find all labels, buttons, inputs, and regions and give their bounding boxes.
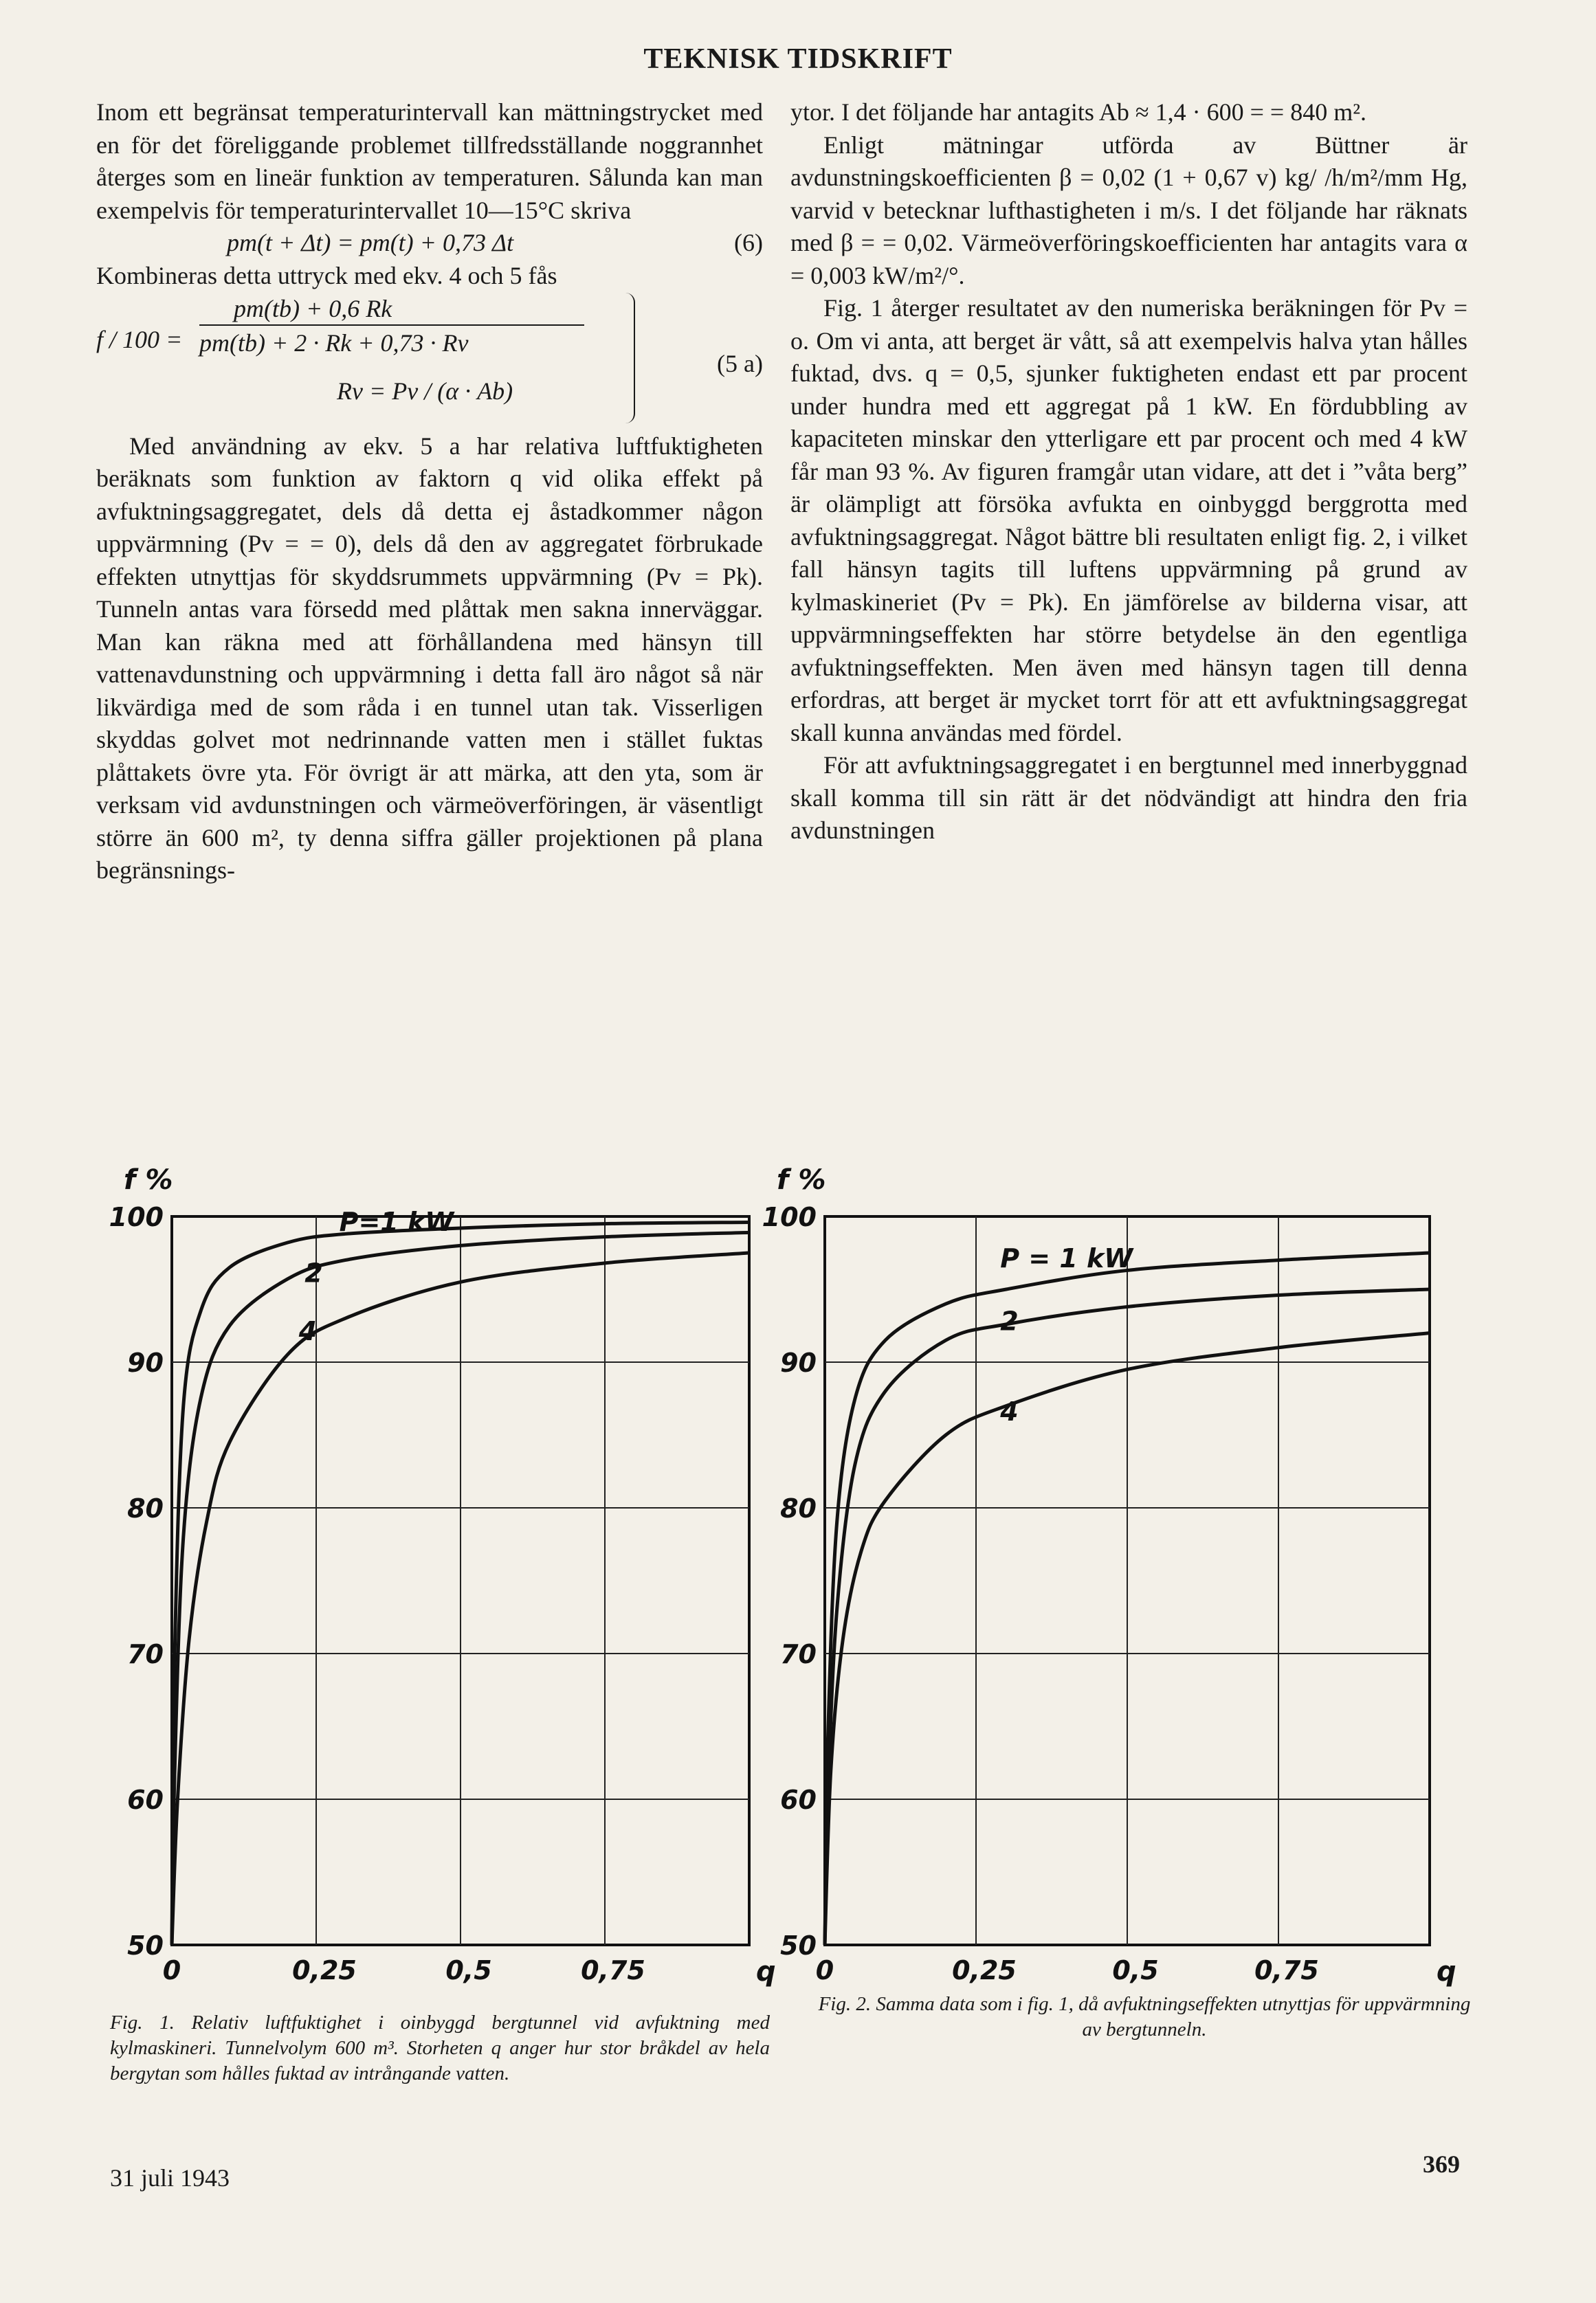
footer-date: 31 juli 1943 [110, 2164, 230, 2192]
y-tick-label: 70 [780, 1639, 817, 1669]
x-tick-label: 0,75 [581, 1955, 645, 1985]
x-tick-label: 0,25 [292, 1955, 357, 1985]
x-tick-label: 0 [815, 1955, 834, 1985]
left-paragraph-3: Med användning av ekv. 5 a har relativa luftfuktigheten beräknats som funktion av faktorn q vid olika effekt på avfuktningsaggregatet, dels då detta ej åstadkommer någon uppvärmning (Pv = = 0), dels då den av aggregatet förbrukade effekten utnyttjas för skyddsrummets uppvärmning (Pv = Pk). Tunneln antas vara försedd med plåttak men sakna innerväggar. Man kan räkna med att förhållandena med hänsyn till vattenavdunstning och uppvärmning i detta fall äro något så när likvärdiga med de som råda i en tunnel utan tak. Visserligen skyddas golvet mot nedrinnande vatten men i stället fuktas plåttakets övre yta. För övrigt är att märka, att den yta, som är verksam vid avdunstningen och värmeöverföringen, är väsentligt större än 600 m², ty denna siffra gäller projektionen på plana begränsnings- [96, 432, 763, 884]
equation-6 [96, 227, 763, 260]
page-number: 369 [1423, 2150, 1460, 2178]
x-tick-label: 0,25 [952, 1955, 1017, 1985]
right-paragraph-1: ytor. I det följande har antagits Ab ≈ 1,4 · 600 = = 840 m². [790, 98, 1367, 126]
left-column [96, 96, 763, 887]
equation-6-expression: pm(t + Δt) = pm(t) + 0,73 Δt [227, 229, 514, 256]
right-paragraph-2: Enligt mätningar utförda av Büttner är avdunstningskoefficienten β = 0,02 (1 + 0,67 v) kg/ /h/m²/mm Hg, varvid v betecknar lufthastigheten i m/s. I det följande har räknats med β = = 0,02. Värmeöverföringskoefficienten har antagits vara α = 0,003 kW/m²/°. [790, 131, 1467, 289]
y-tick-label: 90 [127, 1348, 164, 1378]
series-label-3: 4 [1000, 1396, 1019, 1427]
right-paragraph-4: För att avfuktningsaggregatet i en bergtunnel med innerbyggnad skall komma till sin rätt är det nödvändigt att hindra den fria avdunstningen [790, 751, 1467, 844]
journal-header: TEKNISK TIDSKRIFT [643, 43, 953, 75]
y-tick-label: 90 [780, 1348, 817, 1378]
x-axis-label: q [1437, 1956, 1456, 1988]
y-axis-label: f % [777, 1164, 826, 1196]
series-label-1: P=1 kW [339, 1207, 454, 1238]
brace [625, 293, 635, 423]
y-tick-label: 60 [127, 1785, 164, 1815]
y-tick-label: 60 [780, 1785, 817, 1815]
left-paragraph-1: Inom ett begränsat temperaturintervall kan mättningstrycket med en för det föreliggande problemet tillfredsställande noggrannhet återges som en lineär funktion av temperaturen. Sålunda kan man exempelvis för temperaturintervallet 10—15°C skriva [96, 98, 763, 224]
y-tick-label: 80 [780, 1493, 817, 1524]
series-label-2: 2 [304, 1258, 323, 1289]
equation-5a [96, 293, 763, 430]
right-column [790, 96, 1467, 847]
y-tick-label: 70 [127, 1639, 164, 1669]
x-tick-label: 0,75 [1254, 1955, 1319, 1985]
x-tick-label: 0,5 [445, 1955, 492, 1985]
y-axis-label: f % [124, 1164, 173, 1196]
equation-5a-lhs: f / 100 = [96, 325, 183, 353]
figure-2 [762, 1155, 1485, 2023]
figure-1-caption: Fig. 1. Relativ luftfuktighet i oinbyggd bergtunnel vid avfuktning med kylmaskineri. Tunnelvolym 600 m³. Storheten q anger hur stor bråkdel av hela bergytan som hålles fuktad av intrångande vatten. [110, 2012, 770, 2084]
series-label-2: 2 [1000, 1306, 1019, 1337]
equation-5a-number: (5 a) [717, 349, 763, 377]
figure-1 [96, 1155, 784, 2023]
y-tick-label: 100 [109, 1202, 164, 1232]
right-paragraph-3: Fig. 1 återger resultatet av den numeriska beräkningen för Pv = o. Om vi anta, att berget är vått, så att exempelvis halva ytan hålles fuktad, dvs. q = 0,5, sjunker fuktigheten endast ett par procent under hundra med ett aggregat på 1 kW. En fördubbling av kapaciteten minskar den ytterligare ett par procent och med 4 kW får man 93 %. Av figuren framgår utan vidare, att det i ”våta berg” är olämpligt att försöka avfukta en oinbyggd berggrotta med avfuktningsaggregat. Något bättre bli resultaten enligt fig. 2, i vilket fall hänsyn tagits till luftens uppvärmning på grund av kylmaskineriet (Pv = Pk). En jämförelse av bilderna visar, att uppvärmningseffekten har större betydelse än den egentliga avfuktningseffekten. Men även med hänsyn tagen till denna erfordras, att berget är mycket torrt för att ett avfuktningsaggregat skall kunna användas med fördel. [790, 294, 1467, 746]
y-tick-label: 100 [762, 1202, 817, 1232]
x-axis-label: q [756, 1956, 776, 1988]
fraction-bar [199, 324, 584, 326]
y-tick-label: 50 [780, 1931, 817, 1961]
equation-5a-rv: Rv = Pv / (α · Ab) [337, 377, 513, 405]
figure-2-chart [762, 1155, 1485, 2021]
x-tick-label: 0,5 [1112, 1955, 1159, 1985]
y-tick-label: 50 [127, 1931, 164, 1961]
figure-1-chart [96, 1155, 784, 2021]
y-tick-label: 80 [127, 1493, 164, 1524]
equation-5a-numerator: pm(tb) + 0,6 Rk [234, 294, 392, 322]
equation-5a-denominator: pm(tb) + 2 · Rk + 0,73 · Rv [199, 329, 469, 357]
x-tick-label: 0 [162, 1955, 181, 1985]
series-label-1: P = 1 kW [1000, 1243, 1133, 1274]
left-paragraph-2: Kombineras detta uttryck med ekv. 4 och 5 fås [96, 262, 557, 289]
series-label-3: 4 [298, 1316, 318, 1347]
equation-6-number: (6) [734, 229, 763, 256]
figure-2-caption: Fig. 2. Samma data som i fig. 1, då avfuktningseffekten utnyttjas för uppvärmning av bergtunneln. [818, 1993, 1471, 2040]
